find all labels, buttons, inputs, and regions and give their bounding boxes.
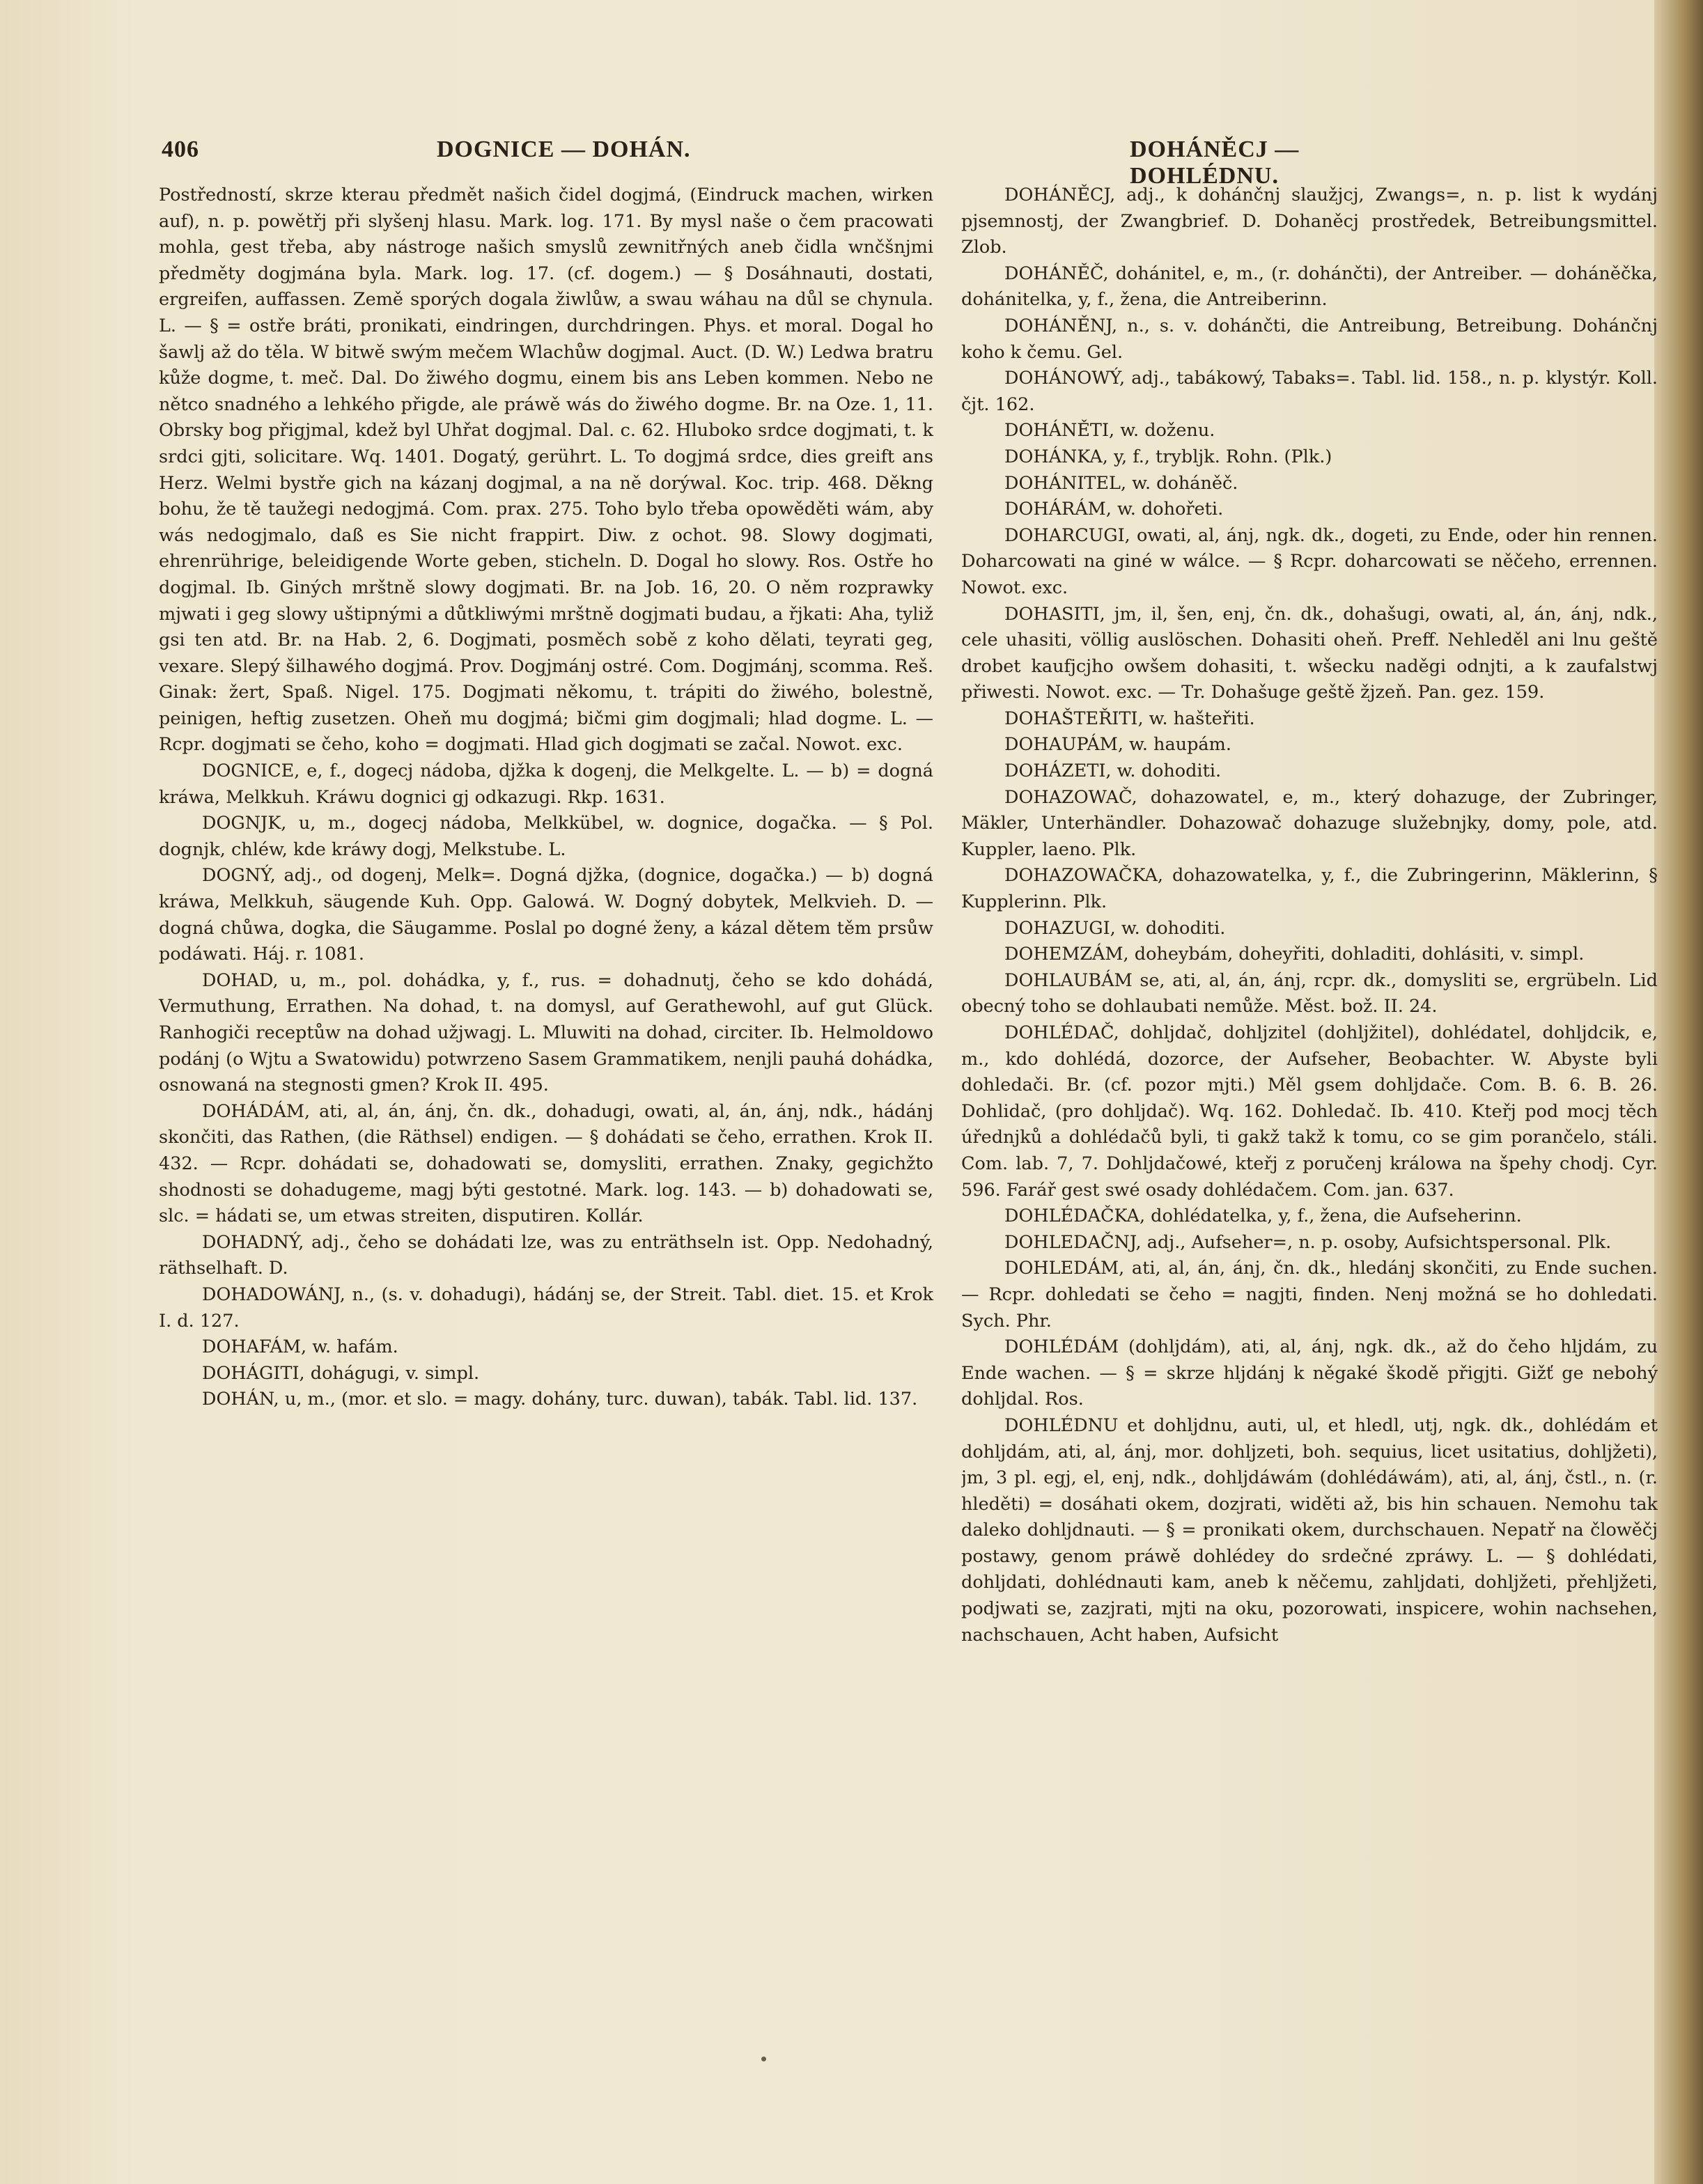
entry-dohaupam: DOHAUPÁM, w. haupám.: [1004, 734, 1231, 756]
entry-dohadny: DOHADNÝ, adj., čeho se dohádati lze, was zu enträthseln ist. Opp. Nedohadný, räthselhaft. D.: [159, 1231, 933, 1279]
entry-dohlaubam: DOHLAUBÁM se, ati, al, án, ánj, rcpr. dk., domysliti se, ergrübeln. Lid obecný toho se dohlaubati nemůže. Měst. bož. II. 24.: [961, 969, 1658, 1017]
entry-dohlednu: DOHLÉDNU et dohljdnu, auti, ul, et hledl, utj, ngk. dk., dohlédám et dohljdám, ati, al, ánj, mor. dohljzeti, boh. sequius, licet usitatius, dohljžeti), jm, 3 pl. egj, el, enj, ndk., dohljdáwám (dohlédáwám), ati, al, ánj, čstl., n. (r. hleděti) = dosáhati okem, dozjrati, widěti až, bis hin schauen. Nemohu tak daleko dohljdnauti. — § = pronikati okem, durchschauen. Nepatř na člowěčj postawy, genom práwě dohlédey do srdečné zpráwy. L. — § dohlédati, dohljdati, dohlédnauti kam, aneb k něčemu, zahljdati, dohljžeti, přehljžeti, podjwati se, zazjrati, mjti na oku, pozorowati, inspicere, wohin nachsehen, nachschauen, Acht haben, Aufsicht: [961, 1414, 1658, 1646]
entry-dogny: DOGNÝ, adj., od dogenj, Melk=. Dogná djžka, (dognice, dogačka.) — b) dogná kráwa, Melkkuh, säugende Kuh. Opp. Galowá. W. Dogný dobytek, Melkvieh. D. — dogná chůwa, dogka, die Säugamme. Poslal po dogné ženy, a kázal dětem těm prsůw podáwati. Háj. r. 1081.: [159, 865, 933, 965]
entry-dohanka: DOHÁNKA, y, f., trybljk. Rohn. (Plk.): [1004, 446, 1332, 467]
entry-dohledacnj: DOHLEDAČNJ, adj., Aufseher=, n. p. osoby, Aufsichtspersonal. Plk.: [1004, 1231, 1612, 1253]
entry-dohasteriti: DOHAŠTEŘITI, w. hašteřiti.: [1004, 708, 1255, 729]
entry-dohanec: DOHÁNĚČ, dohánitel, e, m., (r. dohánčti), der Antreiber. — doháněčka, dohánitelka, y, f., žena, die Antreiberinn.: [961, 263, 1658, 311]
right-column: [961, 182, 1658, 1648]
entry-dohazowac: DOHAZOWAČ, dohazowatel, e, m., který dohazuge, der Zubringer, Mäkler, Unterhändler. Dohazowač dohazuge služebnjky, domy, pole, atd. Kuppler, laeno. Plk.: [961, 786, 1658, 860]
entry-dohafam: DOHAFÁM, w. hafám.: [202, 1336, 398, 1358]
entry-dohan: DOHÁN, u, m., (mor. et slo. = magy. dohány, turc. duwan), tabák. Tabl. lid. 137.: [202, 1389, 918, 1410]
entry-dohazugi: DOHAZUGI, w. dohoditi.: [1004, 917, 1226, 939]
entry-dohledam: DOHLEDÁM, ati, al, án, ánj, čn. dk., hledánj skončiti, zu Ende suchen. — Rcpr. dohledati se čeho = nagjti, finden. Nenj možná se ho dohledati. Sych. Phr.: [961, 1258, 1658, 1332]
entry-dohazeti: DOHÁZETI, w. dohoditi.: [1004, 760, 1222, 782]
left-column: [159, 182, 933, 1413]
entry-dognjk: DOGNJK, u, m., dogecj nádoba, Melkkübel, w. dognice, dogačka. — § Pol. dognjk, chléw, kde kráwy dogj, Melkstube. L.: [159, 813, 933, 860]
book-spine-edge: [1654, 0, 1703, 2184]
running-header: [162, 136, 1450, 189]
page-number: 406: [162, 136, 199, 162]
entry-dohasiti: DOHASITI, jm, il, šen, enj, čn. dk., dohašugi, owati, al, án, ánj, ndk., cele uhasiti, völlig auslöschen. Dohasiti oheň. Preff. Nehleděl ani lnu geště drobet kaufjcjho owšem dohasiti, t. wšecku naděgi odnjti, a k zaufalstwj přiwesti. Nowot. exc. — Tr. Dohašuge geště žjzeň. Pan. gez. 159.: [961, 603, 1658, 703]
entry-dohemzam: DOHEMZÁM, doheybám, doheyřiti, dohladiti, dohlásiti, v. simpl.: [1004, 944, 1585, 965]
entry-dohad: DOHAD, u, m., pol. dohádka, y, f., rus. = dohadnutj, čeho se kdo dohádá, Vermuthung, Errathen. Na dohad, t. na domysl, auf Gerathewohl, auf gut Glück. Ranhogiči receptůw na dohad užjwagj. L. Mluwiti na dohad, circiter. Ib. Helmoldowo podánj (o Wjtu a Swatowidu) potwrzeno Sasem Grammatikem, nenjli pauhá dohádka, osnowaná na stegnosti gmen? Krok II. 495.: [159, 969, 933, 1096]
entry-dohanowy: DOHÁNOWÝ, adj., tabákowý, Tabaks=. Tabl. lid. 158., n. p. klystýr. Koll. čjt. 162.: [961, 368, 1658, 415]
entry-dohagiti: DOHÁGITI, dohágugi, v. simpl.: [202, 1362, 480, 1384]
entry-dohanecj: DOHÁNĚCJ, adj., k dohánčnj slaužjcj, Zwangs=, n. p. list k wydánj pjsemnostj, der Zwangbrief. D. Dohaněcj prostředek, Betreibungsmittel. Zlob.: [961, 185, 1658, 258]
left-running-title: DOGNICE — DOHÁN.: [437, 136, 691, 162]
entry-dognice: DOGNICE, e, f., dogecj nádoba, djžka k dogenj, die Melkgelte. L. — b) = dogná kráwa, Melkkuh. Kráwu dognici gj odkazugi. Rkp. 1631.: [159, 760, 933, 808]
entry-continuation: Postředností, skrze kterau předmět našich čidel dogjmá, (Eindruck machen, wirken auf), n. p. powětřj při slyšenj hlasu. Mark. log. 171. By mysl naše o čem pracowati mohla, gest třeba, aby nástroge našich smyslů zewnitřných aneb čidla wnčšnjmi předměty dogjmána byla. Mark. log. 17. (cf. dogem.) — § Dosáhnauti, dostati, ergreifen, auffassen. Země sporých dogala žiwlůw, a swau wáhau na důl se chynula. L. — § = ostře bráti, pronikati, eindringen, durchdringen. Phys. et moral. Dogal ho šawlj až do těla. W bitwě swým mečem Wlachůw dogjmal. Auct. (D. W.) Ledwa bratru kůže dogme, t. meč. Dal. Do žiwého dogmu, einem bis ans Leben kommen. Nebo ne nětco snadného a lehkého přigde, ale práwě wás do žiwého dogme. Br. na Oze. 1, 11. Obrsky bog přigjmal, kdež byl Uhřat dogjmal. Dal. c. 62. Hluboko srdce dogjmati, t. k srdci gjti, solicitare. Wq. 1401. Dogatý, gerührt. L. To dogjmá srdce, dies greift ans Herz. Welmi bystře gich na kázanj dogjmal, a na ně dorýwal. Koc. trip. 468. Děkng bohu, že tě taužegi nedogjmá. Com. prax. 275. Toho bylo třeba opowěděti wám, aby wás nedogjmalo, daß es Sie nicht frappirt. Diw. z ochot. 98. Slowy dogjmati, ehrenrührige, beleidigende Worte geben, sticheln. D. Dogal ho slowy. Ros. Ostře ho dogjmal. Ib. Giných mrštně slowy dogjmati. Br. na Job. 16, 20. O něm rozprawky mjwati i geg slowy uštipnými a důtkliwými mrštně dogjmati budau, a řjkati: Aha, tyliž gsi ten atd. Br. na Hab. 2, 6. Dogjmati, posměch sobě z koho dělati, teyrati geg, vexare. Slepý šilhawého dogjmá. Prov. Dogjmánj ostré. Com. Dogjmánj, scomma. Reš. Ginak: žert, Spaß. Nigel. 175. Dogjmati někomu, t. trápiti do žiwého, bolestně, peinigen, heftig zusetzen. Oheň mu dogjmá; bičmi gim dogjmali; hlad dogme. L. — Rcpr. dogjmati se čeho, koho = dogjmati. Hlad gich dogjmati se začal. Nowot. exc.: [159, 185, 933, 756]
entry-doharam: DOHÁRÁM, w. dohořeti.: [1004, 499, 1224, 520]
entry-dohadam: DOHÁDÁM, ati, al, án, ánj, čn. dk., dohadugi, owati, al, án, ánj, ndk., hádánj skončiti, das Rathen, (die Räthsel) endigen. — § dohádati se čeho, errathen. Krok II. 432. — Rcpr. dohádati se, dohadowati se, domysliti, errathen. Znaky, gegichžto shodnosti se dohadugeme, magj býti gestotné. Mark. log. 143. — b) dohadowati se, slc. = hádati se, um etwas streiten, disputiren. Kollár.: [159, 1100, 933, 1227]
entry-dohaneti: DOHÁNĚTI, w. doženu.: [1004, 420, 1215, 442]
entry-dohazowacka: DOHAZOWAČKA, dohazowatelka, y, f., die Zubringerinn, Mäklerinn, § Kupplerinn. Plk.: [961, 865, 1658, 913]
ink-dot: [761, 2057, 766, 2061]
entry-dohledam-2: DOHLÉDÁM (dohljdám), ati, al, ánj, ngk. dk., až do čeho hljdám, zu Ende wachen. — § = skrze hljdánj k něgaké škodě přigjti. Gižť ge nebohý dohljdal. Ros.: [961, 1336, 1658, 1410]
right-running-title: DOHÁNĚCJ — DOHLÉDNU.: [1130, 136, 1300, 189]
entry-dohledacka: DOHLÉDAČKA, dohlédatelka, y, f., žena, die Aufseherinn.: [1004, 1206, 1522, 1227]
entry-dohanenj: DOHÁNĚNJ, n., s. v. dohánčti, die Antreibung, Betreibung. Dohánčnj koho k čemu. Gel.: [961, 315, 1658, 363]
entry-dohanitel: DOHÁNITEL, w. doháněč.: [1004, 472, 1238, 494]
entry-dohledac: DOHLÉDAČ, dohljdač, dohljzitel (dohljžitel), dohlédatel, dohljdcik, e, m., kdo dohlédá, dozorce, der Aufseher, Beobachter. W. Abyste byli dohledači. Br. (cf. pozor mjti.) Měl gsem dohljdače. Com. B. 6. B. 26. Dohlidač, (pro dohljdač). Wq. 162. Dohledač. Ib. 410. Kteřj pod mocj těch úřednjků a dohlédačů byli, ti gakž takž k tomu, co se gim porančelo, stáli. Com. lab. 7, 7. Dohljdačowé, kteřj z poručenj králowa na špehy chodj. Cyr. 596. Farář gest swé osady dohlédačem. Com. jan. 637.: [961, 1022, 1658, 1201]
entry-dohadowanj: DOHADOWÁNJ, n., (s. v. dohadugi), hádánj se, der Streit. Tabl. diet. 15. et Krok I. d. 127.: [159, 1284, 933, 1332]
entry-doharcugi: DOHARCUGI, owati, al, ánj, ngk. dk., dogeti, zu Ende, oder hin rennen. Doharcowati na giné w wálce. — § Rcpr. doharcowati se něčeho, errennen. Nowot. exc.: [961, 524, 1658, 598]
